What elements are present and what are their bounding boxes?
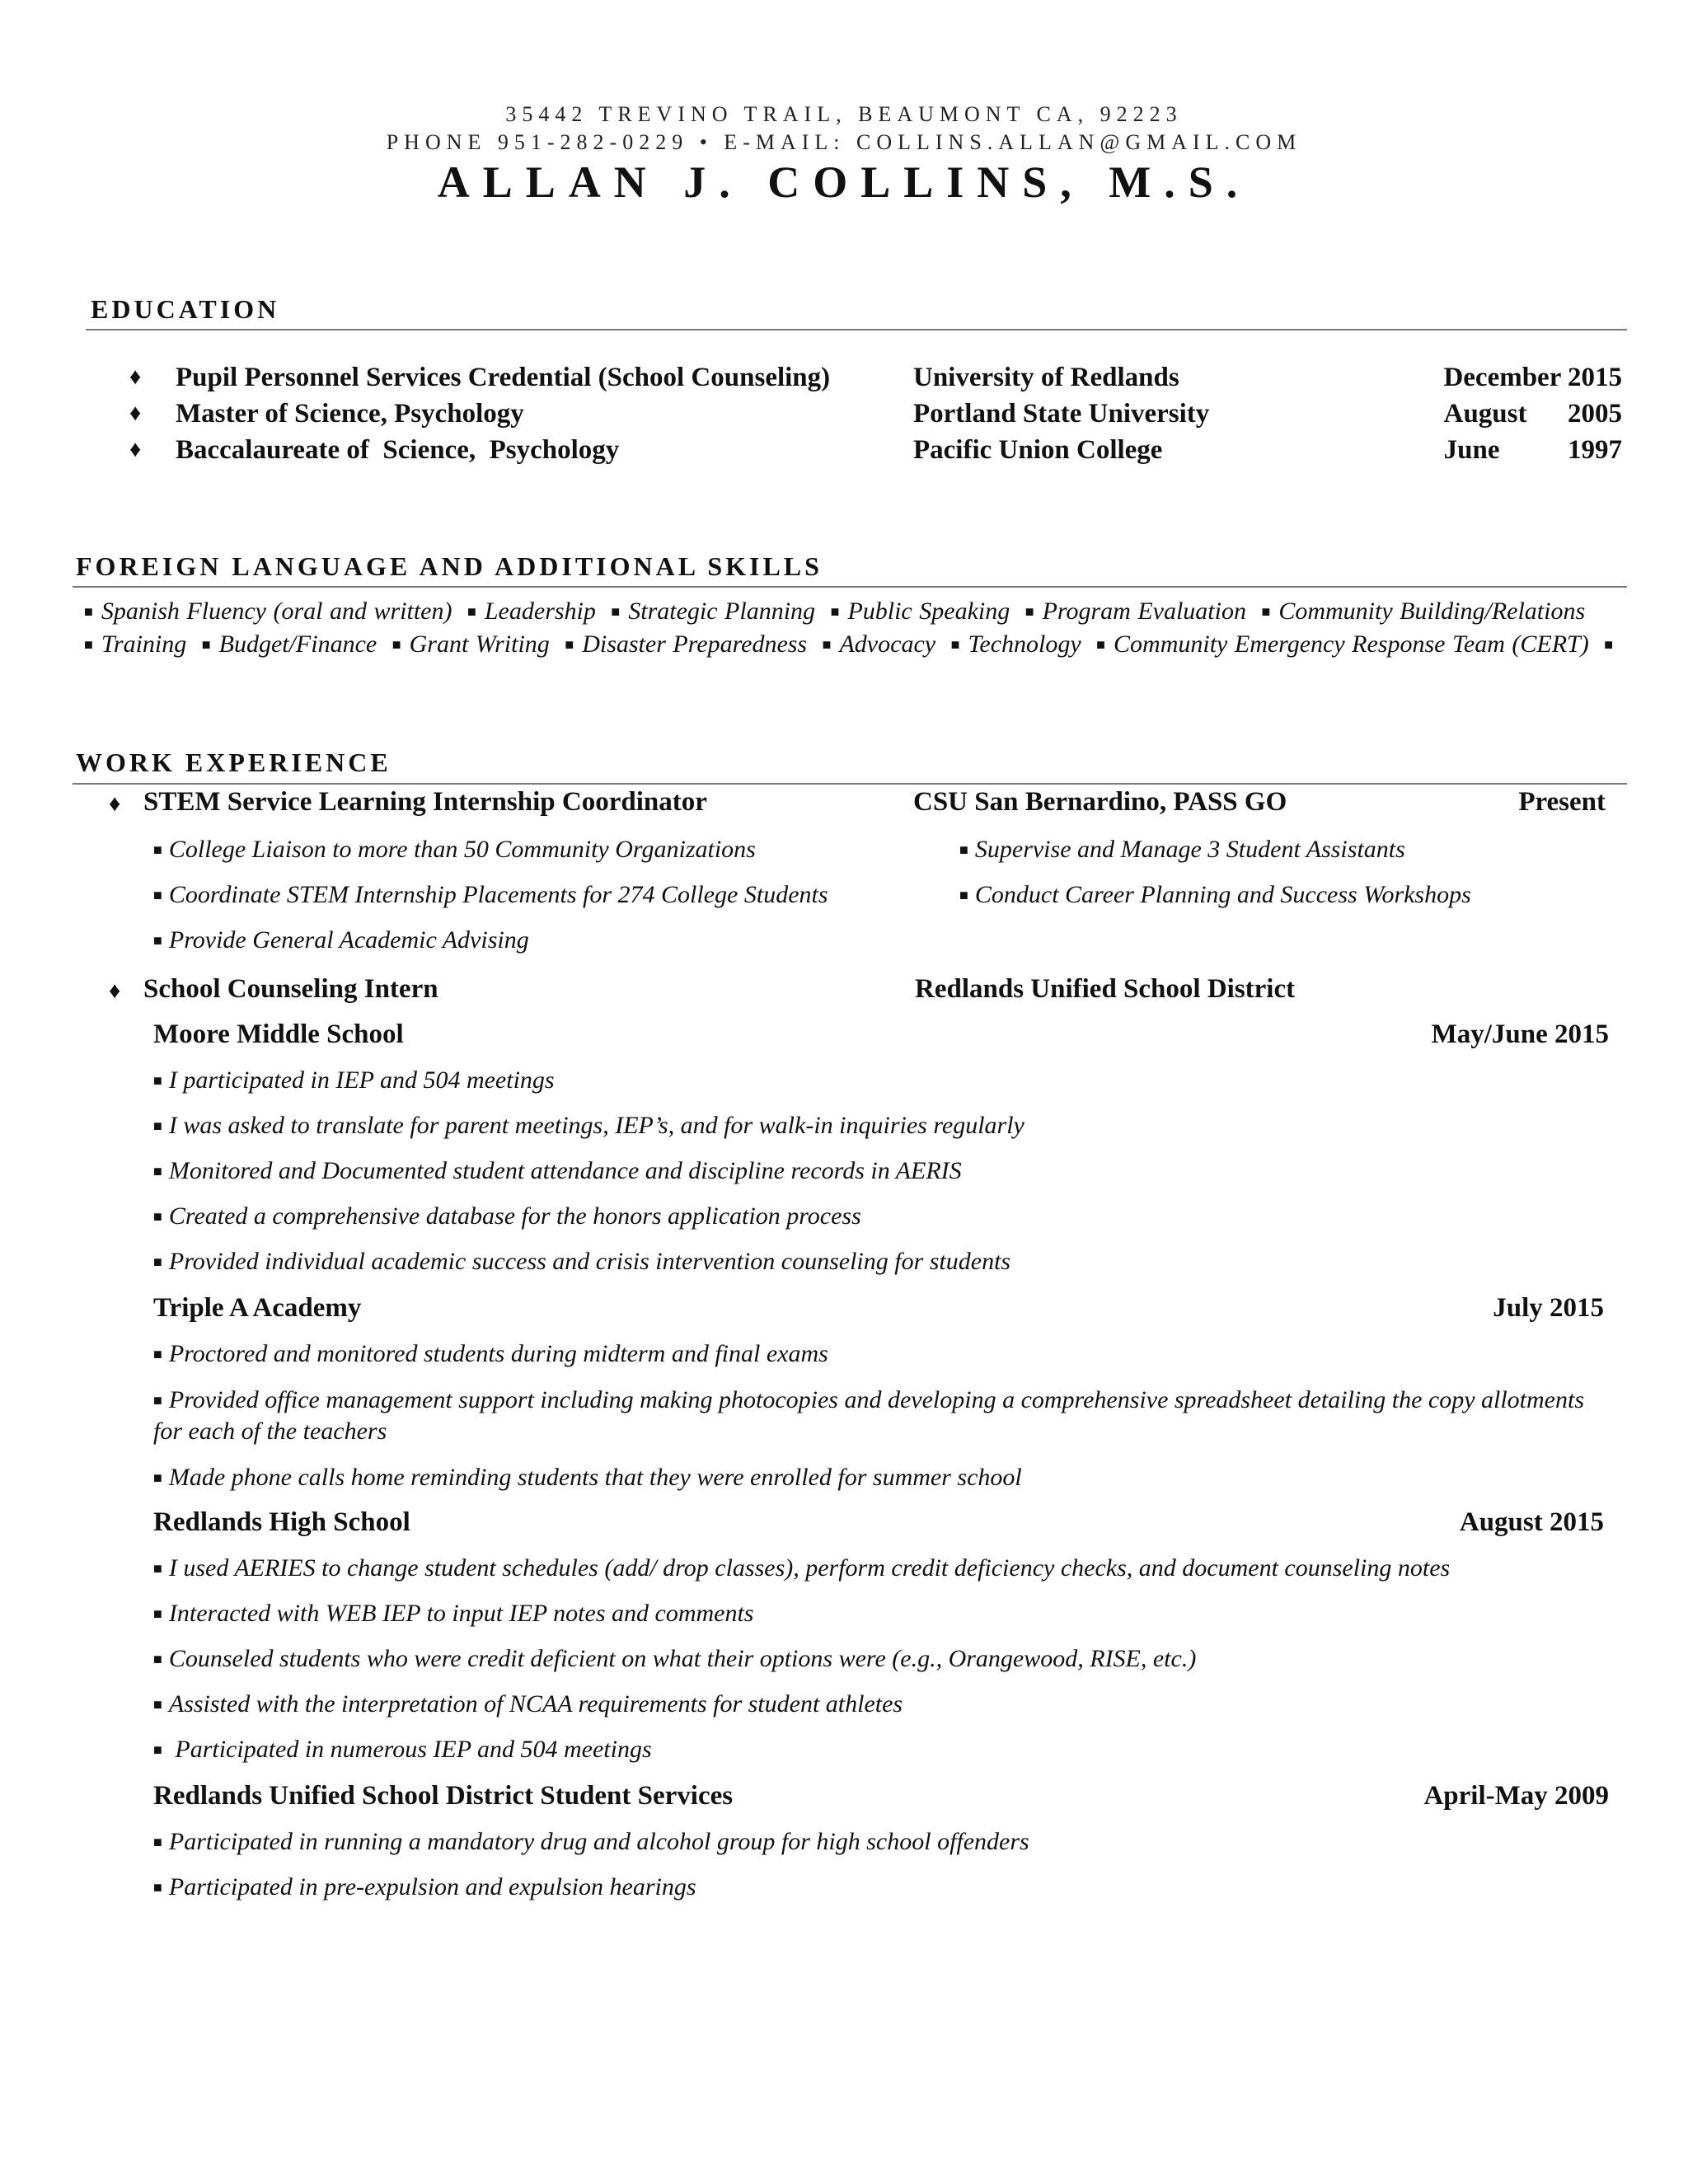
school: Pacific Union College (913, 435, 1163, 465)
school: Portland State University (913, 399, 1210, 429)
square-bullet-icon: ■ (153, 1879, 162, 1896)
skill-item: Strategic Planning (628, 598, 816, 625)
duty-bullet (153, 1734, 652, 1765)
duty-bullet (153, 1826, 1029, 1858)
duty-text: I used AERIES to change student schedules (add/ drop classes), perform credit deficiency checks, and document counseling notes (168, 1554, 1451, 1582)
job-org: Redlands Unified School District (915, 974, 1296, 1004)
duty-bullet (153, 1155, 962, 1187)
degree: Pupil Personnel Services Credential (School Counseling) (176, 363, 831, 392)
square-bullet-icon: ■ (153, 1560, 162, 1577)
skill-item: Technology (968, 630, 1081, 658)
diamond-bullet-icon: ♦ (129, 437, 142, 462)
job-title: School Counseling Intern (143, 974, 438, 1004)
skill-item: Program Evaluation (1042, 598, 1246, 625)
duty-text: Provided office management support including making photocopies and developing a comprehensive spreadsheet detailing the copy allotments for each of the teachers (153, 1386, 1585, 1445)
skill-item: Public Speaking (847, 598, 1010, 625)
square-bullet-icon: ■ (84, 636, 93, 653)
square-bullet-icon: ■ (153, 1072, 162, 1089)
duty-bullet (153, 1689, 903, 1720)
square-bullet-icon: ■ (1096, 636, 1106, 653)
skill-item: Training (101, 630, 187, 658)
job-date: Present (1518, 787, 1606, 817)
duty-bullet (153, 1201, 861, 1232)
diamond-bullet-icon: ♦ (109, 978, 121, 1004)
duty-text: Coordinate STEM Internship Placements for 274 College Students (168, 881, 828, 908)
square-bullet-icon: ■ (959, 887, 968, 903)
skills-heading: FOREIGN LANGUAGE AND ADDITIONAL SKILLS (76, 551, 823, 581)
skill-item: Budget/Finance (218, 630, 377, 658)
square-bullet-icon: ■ (153, 1651, 162, 1667)
square-bullet-icon: ■ (153, 1346, 162, 1362)
square-bullet-icon: ■ (153, 1118, 162, 1134)
site-name: Triple A Academy (153, 1293, 362, 1323)
square-bullet-icon: ■ (1261, 603, 1271, 620)
square-bullet-icon: ■ (611, 603, 621, 620)
duty-text: Participated in pre-expulsion and expulsion hearings (168, 1873, 696, 1900)
site-date: May/June 2015 (1431, 1019, 1609, 1049)
date: December 2015 (1443, 363, 1622, 392)
site-name: Redlands Unified School District Student Services (153, 1781, 734, 1811)
duty-text: Participated in numerous IEP and 504 meetings (168, 1736, 652, 1763)
duty-bullet (153, 879, 828, 911)
site-name: Redlands High School (153, 1507, 410, 1537)
duty-text: Monitored and Documented student attendance and discipline records in AERIS (168, 1157, 962, 1184)
duty-bullet (153, 1598, 753, 1629)
site-date: August 2015 (1459, 1507, 1604, 1537)
duty-bullet (153, 1462, 1022, 1493)
square-bullet-icon: ■ (153, 1208, 162, 1225)
degree: Baccalaureate of Science, Psychology (176, 435, 620, 465)
duty-bullet (153, 1643, 1196, 1675)
skill-item: Leadership (484, 598, 596, 625)
education-item (0, 363, 1688, 399)
duty-bullet (153, 1553, 1450, 1584)
diamond-bullet-icon: ♦ (109, 791, 121, 817)
duty-text: Supervise and Manage 3 Student Assistants (974, 836, 1405, 863)
duty-bullet (153, 1872, 696, 1903)
duty-text: Counseled students who were credit deficient on what their options were (e.g., Orangewood, RISE, etc.) (168, 1645, 1197, 1672)
square-bullet-icon: ■ (467, 603, 476, 620)
square-bullet-icon: ■ (153, 1163, 162, 1179)
education-item (0, 399, 1688, 435)
duty-bullet (153, 1065, 555, 1096)
date: August 2005 (1443, 399, 1622, 429)
duty-text: College Liaison to more than 50 Community Organizations (168, 836, 756, 863)
duty-bullet (153, 1385, 1614, 1447)
square-bullet-icon: ■ (392, 636, 401, 653)
duty-text: Participated in running a mandatory drug and alcohol group for high school offenders (168, 1828, 1029, 1855)
square-bullet-icon: ■ (153, 932, 162, 949)
skill-item: Community Building/Relations (1278, 598, 1586, 625)
skills-divider (73, 586, 1627, 588)
duty-bullet (153, 1246, 1010, 1277)
duty-bullet (153, 1338, 828, 1370)
address-line: 35442 TREVINO TRAIL, BEAUMONT CA, 92223 (505, 102, 1183, 126)
skill-item: Grant Writing (409, 630, 550, 658)
square-bullet-icon: ■ (153, 887, 162, 903)
job-org: CSU San Bernardino, PASS GO (913, 787, 1287, 817)
square-bullet-icon: ■ (153, 1605, 162, 1622)
duty-text: Interacted with WEB IEP to input IEP notes and comments (168, 1600, 754, 1627)
site-date: July 2015 (1493, 1293, 1604, 1323)
job-title: STEM Service Learning Internship Coordinator (143, 787, 707, 817)
square-bullet-icon: ■ (153, 1741, 162, 1758)
degree: Master of Science, Psychology (176, 399, 524, 429)
duty-bullet (959, 879, 1471, 911)
duty-text: I participated in IEP and 504 meetings (168, 1066, 555, 1094)
skill-item: Community Emergency Response Team (CERT) (1114, 630, 1589, 658)
duty-bullet (959, 834, 1405, 865)
square-bullet-icon: ■ (201, 636, 211, 653)
duty-text: Provided individual academic success and crisis intervention counseling for students (168, 1248, 1011, 1275)
skill-item: Advocacy (839, 630, 936, 658)
duty-text: Created a comprehensive database for the honors application process (168, 1202, 861, 1230)
square-bullet-icon: ■ (153, 1392, 162, 1408)
diamond-bullet-icon: ♦ (129, 401, 142, 426)
education-divider (86, 329, 1627, 330)
square-bullet-icon: ■ (153, 1254, 162, 1270)
school: University of Redlands (913, 363, 1179, 392)
candidate-name: ALLAN J. COLLINS, M.S. (437, 157, 1251, 207)
square-bullet-icon: ■ (950, 636, 960, 653)
date: June 1997 (1443, 435, 1622, 465)
diamond-bullet-icon: ♦ (129, 364, 142, 390)
square-bullet-icon: ■ (822, 636, 832, 653)
square-bullet-icon: ■ (1025, 603, 1034, 620)
square-bullet-icon: ■ (84, 603, 93, 620)
square-bullet-icon: ■ (153, 1834, 162, 1850)
duty-text: Proctored and monitored students during midterm and final exams (168, 1340, 828, 1367)
skills-list (76, 595, 1625, 661)
site-date: April-May 2009 (1423, 1781, 1609, 1811)
duty-text: Conduct Career Planning and Success Workshops (974, 881, 1471, 908)
duty-bullet (153, 1110, 1025, 1141)
square-bullet-icon: ■ (959, 841, 968, 858)
duty-bullet (153, 834, 756, 865)
education-heading: EDUCATION (91, 294, 280, 324)
duty-bullet (153, 925, 529, 956)
duty-text: Assisted with the interpretation of NCAA requirements for student athletes (168, 1690, 903, 1718)
contact-line: PHONE 951-282-0229 • E-MAIL: COLLINS.ALLAN@GMAIL.COM (386, 130, 1302, 154)
duty-text: I was asked to translate for parent meetings, IEP’s, and for walk-in inquiries regularly (168, 1112, 1025, 1139)
square-bullet-icon: ■ (830, 603, 840, 620)
education-item (0, 435, 1688, 471)
duty-text: Provide General Academic Advising (168, 926, 529, 954)
site-name: Moore Middle School (153, 1019, 404, 1049)
square-bullet-icon: ■ (153, 841, 162, 858)
skill-item: Spanish Fluency (oral and written) (101, 598, 452, 625)
square-bullet-icon: ■ (153, 1696, 162, 1713)
square-bullet-icon: ■ (153, 1469, 162, 1486)
skill-item: Disaster Preparedness (582, 630, 808, 658)
square-bullet-icon: ■ (1604, 636, 1614, 653)
work-heading: WORK EXPERIENCE (76, 748, 392, 777)
duty-text: Made phone calls home reminding students that they were enrolled for summer school (168, 1464, 1022, 1491)
square-bullet-icon: ■ (565, 636, 574, 653)
work-divider (73, 783, 1627, 785)
